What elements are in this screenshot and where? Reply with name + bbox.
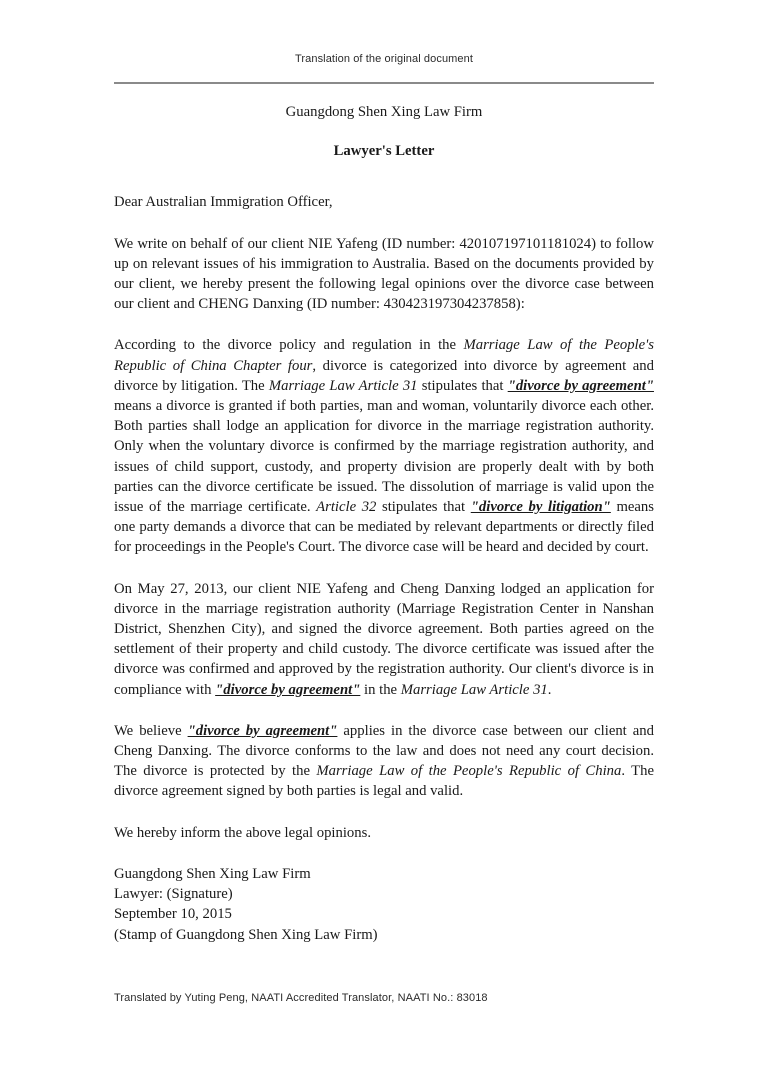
paragraph-divorce-facts (114, 579, 654, 700)
term-divorce-by-agreement: "divorce by agreement" (507, 377, 654, 394)
paragraph-marriage-law (114, 335, 654, 557)
citation-article-32: Article 32 (316, 499, 377, 516)
text-run: According to the divorce policy and regulation in the (114, 337, 464, 354)
term-divorce-by-litigation: "divorce by litigation" (470, 499, 611, 516)
signature-lawyer: Lawyer: (Signature) (114, 886, 233, 903)
text-run: means one party demands a divorce that can be mediated by relevant departments or directly filed for proceedings in the People's Court. The divorce case will be heard and decided by court. (114, 499, 654, 556)
translation-header-note: Translation of the original document (294, 53, 474, 65)
text-run: in the (360, 681, 401, 698)
text-run: . (547, 681, 552, 698)
signature-date: September 10, 2015 (114, 906, 232, 923)
term-divorce-by-agreement: "divorce by agreement" (187, 722, 338, 739)
paragraph-client-intro-text: We write on behalf of our client NIE Yafeng (ID number: 420107197101181024) to follow up on relevant issues of his immigration to Australia. Based on the documents provided by our client, we hereby present the following legal opinions over the divorce case between our client and CHENG Danxing (ID number: 430423197304237858): (114, 235, 654, 313)
paragraph-client-intro (114, 234, 654, 315)
spacer (114, 161, 654, 192)
text-run: On May 27, 2013, our client NIE Yafeng and Cheng Danxing lodged an application for divorce in the marriage registration authority (Marriage Registration Center in Nanshan District, Shenzhen City), and signed the divorce agreement. Both parties agreed on the settlement of their property and child custody. The divorce certificate was issued after the divorce was confirmed and approved by the registration authority. Our client's divorce is in compliance with (114, 580, 654, 698)
citation-marriage-law-chapter-four: Marriage Law of the People's Republic of China Chapter four (114, 337, 655, 374)
text-run: , divorce is categorized into divorce by agreement and divorce by litigation. The (114, 357, 654, 394)
spacer (114, 700, 654, 721)
header-divider (114, 82, 654, 84)
spacer (114, 314, 654, 335)
spacer (114, 558, 654, 579)
signature-block (114, 864, 654, 945)
text-run: stipulates that (417, 377, 508, 394)
citation-marriage-law: Marriage Law of the People's Republic of China (316, 763, 622, 780)
term-divorce-by-agreement: "divorce by agreement" (215, 681, 361, 698)
text-run: . The divorce agreement signed by both parties is legal and valid. (114, 763, 654, 800)
spacer (114, 213, 654, 234)
text-run: We believe (114, 722, 188, 739)
paragraph-conclusion (114, 721, 654, 802)
page-title: Lawyer's Letter (333, 143, 435, 160)
text-run: stipulates that (376, 499, 471, 516)
citation-article-31: Marriage Law Article 31 (400, 681, 548, 698)
firm-title-heading: Guangdong Shen Xing Law Firm (285, 104, 483, 120)
paragraph-closing-statement: We hereby inform the above legal opinions. (114, 824, 371, 841)
letter-body (114, 100, 654, 945)
text-run: applies in the divorce case between our client and Cheng Danxing. The divorce conforms to the law and does not need any court decision. The divorce is protected by the (114, 722, 654, 780)
text-run: means a divorce is granted if both parties, man and woman, voluntarily divorce each other. Both parties shall lodge an application for divorce in the marriage registration authority. Only when the voluntary divorce is confirmed by the marriage registration authority, and issues of child support, custody, and property division are properly dealt with by both parties can the divorce certificate be issued. The dissolution of marriage is valid upon the issue of the marriage certificate. (114, 398, 654, 516)
translator-footer-note: Translated by Yuting Peng, NAATI Accredited Translator, NAATI No.: 83018 (114, 992, 488, 1004)
signature-stamp: (Stamp of Guangdong Shen Xing Law Firm) (114, 926, 378, 943)
spacer (114, 802, 654, 823)
signature-firm: Guangdong Shen Xing Law Firm (114, 865, 311, 882)
citation-article-31: Marriage Law Article 31 (268, 377, 418, 394)
salutation: Dear Australian Immigration Officer, (114, 194, 333, 211)
spacer (114, 843, 654, 864)
